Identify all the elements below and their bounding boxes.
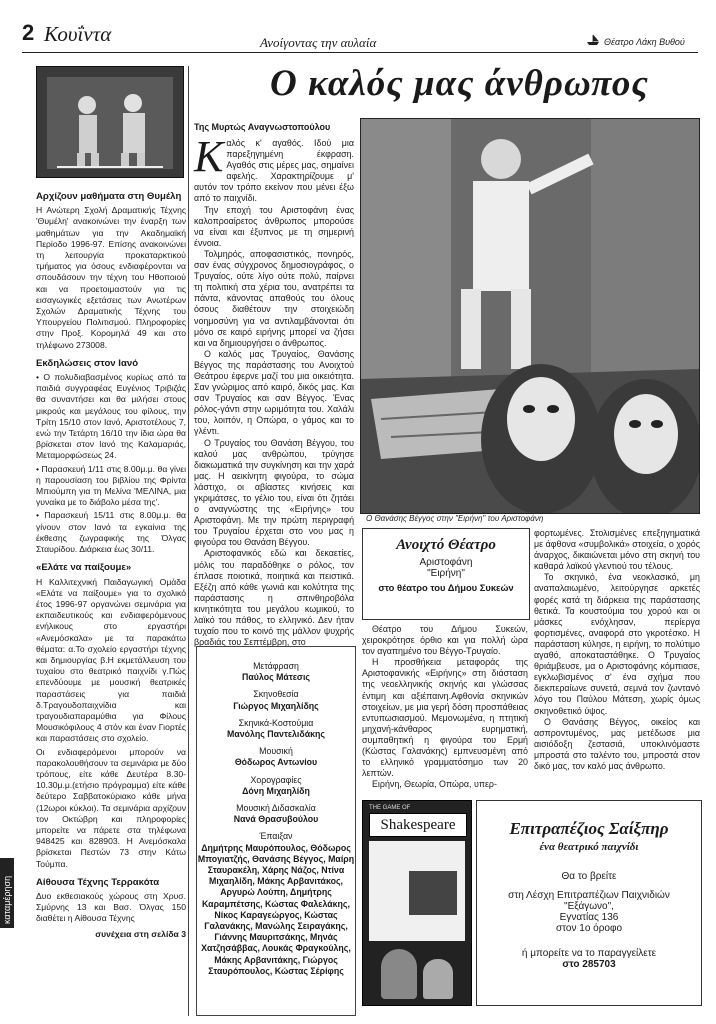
game-phone: στο 285703 <box>562 959 616 970</box>
article-paragraph-2: Την εποχή του Αριστοφάνη ένας καλοπροαίρετος άνθρωπος μπορούσε να είναι και έξυπνος με τη σημερινή έννοια. <box>194 204 354 248</box>
credit-name: Μανόλης Παντελιδάκης <box>227 729 325 740</box>
credit-name: Δόνη Μιχαηλίδη <box>242 785 310 796</box>
theatre-author: Αριστοφάνη <box>419 557 473 568</box>
review-paragraph: Η προσθήκεια μεταφοράς της Αριστοφανικής «Ειρήνης» στη διάσταση της νεοελληνικής σκηνής και γλώσσας έντιμη και αξιέπαινη.Αφθονία σκηνικών στοιχείων, με μια γερή δόση προσπάθειας εντυπωσιασμού. Μεμονωμένα, η πτητική μηχανή-κάνθαρος ευρηματική, συμπαθητική η φιγούρα του Ερμή (Κώστας Γαλανάκης) εμπνευσμένη από το ελληνικό γραμματόσημο των 20 λεπτών. <box>362 657 528 779</box>
magazine-logo: Κουΐντα <box>44 22 112 46</box>
credit-role: Σκηνοθεσία <box>253 689 299 700</box>
game-subtitle: ένα θεατρικό παιχνίδι <box>539 841 639 853</box>
review-column-3 <box>534 528 700 772</box>
byline: Της Μυρτώς Αναγνωστοπούλου <box>194 122 331 132</box>
item-text-terracotta: Δυο εκθεσιακούς χώρους στη Χρυσ. Σμύρνης 13 και Βασ. Όλγας 150 διαθέτει η Αίθουσα Τέχνης <box>36 890 186 924</box>
section-title: Ανοίγοντας την αυλαία <box>260 35 377 50</box>
game-order: ή μπορείτε να το παραγγείλετε <box>521 948 657 959</box>
bust-figure <box>381 949 417 999</box>
article-paragraph-5: Ο Τρυγαίος του Θανάση Βέγγου, του καλού μας ανθρώπου, τρύγησε διακωματικά την συγκίνηση και την χαρά μας. Η αεικίνητη φιγούρα, το σώμα λάστιχο, οι αβίαστες κινήσεις και γκριμάτσες, το γέλιο του, είναι ότι ζητάει ο αναγνώστης της «Ειρήνης» του Αριστοφάνη. Με την πρώτη περιγραφή του Τρυγαίου έρχεται στο νου μας η φιγούρα του Θανάση Βέγγου. <box>194 437 354 548</box>
side-tab <box>0 858 14 928</box>
theatre-venue: στο θέατρο του Δήμου Συκεών <box>378 582 514 593</box>
theatre-info-box <box>362 528 530 620</box>
item-text-ianos-2: • Παρασκευή 1/11 στις 8.00μ.μ. θα γίνει η παρουσίαση του βιβλίου της Φρίντα Μπιούμπη για τη Μελίνα 'ΜΕΛΙΝΑ, μια γυναίκα με το διάβολο μέσα της'. <box>36 463 186 508</box>
article-paragraph-1: αλός κ' αγαθός. Ιδού μια παρεξηγημένη έκφραση. Αγαθός στις μέρες μας, σημαίνει αφελής. Χαρακτηρίζουμε μ' αυτόν τον τρόπο εκείνον που μένει έξω από το παιχνίδι. <box>194 138 354 204</box>
left-sidebar <box>26 66 189 1016</box>
theatre-illustration <box>36 66 184 178</box>
review-paragraph: Ο Θανάσης Βέγγος, οικείος και ασπροντυμένος, μας μετέδωσε μια αισιόδοξη ζεστασιά, υποκλινόμαστε μπροστά στο ταλέντο του, μπροστά στον δικό μας, τον καλό μας άνθρωπο. <box>534 716 700 771</box>
header-right-text: Θέατρο Λάκη Βυθού <box>604 37 685 47</box>
article-paragraph-4: Ο καλός μας Τρυγαίος, Θανάσης Βέγγος της παράστασης του Ανοιχτού Θεάτρου έφερνε μαζί του μια οικειότητα. Σαν γνώριμος από καιρό, δικός μας. Και σαν Τρυγαίος και σαν Βέγγος. Ένας ρόλος-γάντι στην ωριμότητα του. Χαλάλι του, λοιπόν, η Οπώρα, ο γάμος και το γλέντι. <box>194 348 354 437</box>
drop-cap: Κ <box>194 132 224 181</box>
review-paragraph: φορτωμένες. Στολισμένες επεξηγηματικά με άφθονα «συμβολικά» στοιχεία, ο χορός άναρχος, δικαιώνεται μόνο στη σκηνή του καθαρά λαϊκού γλεντιού του τέλους. <box>534 528 700 572</box>
bust-figure-small <box>423 959 453 999</box>
game-find: Θα το βρείτε <box>561 871 617 882</box>
performance-photo <box>360 118 700 514</box>
item-text-thymeli: Η Ανώτερη Σχολή Δραματικής Τέχνης 'Θυμέλη' ανακοινώνει την έναρξη των μαθημάτων για την Ακαδημαϊκή Περίοδο 1996-97. Επίσης ανακοινώνει τη λειτουργία προκαταρκτικού τμήματος για όσους ενδιαφέρονται να σπουδάσουν την τέχνη του Ηθοποιού και να προετοιμαστούν για τις εισαγωγικές εξετάσεις των Ανωτέρων Σχολών Δραματικής Τέχνης του Υπουργείου Πολιτισμού. Πληροφορίες στην Προξ. Κορομηλά 49 και στο τηλέφωνο 273008. <box>36 205 186 350</box>
item-text-play-2: Οι ενδιαφερόμενοι μπορούν να παρακολουθήσουν τα σεμινάρια με δύο τρόπους, είτε κάθε Δευτέρα 8.30-10.30μ.μ.(ετήσιο πρόγραμμα) είτε κάθε δεύτερο Σαββατοκύριακο κάθε μήνα (12ωροι κύκλοι). Τα σεμινάρια αρχίζουν τον Οκτώβρη και πληροφορίες μπορείτε να πάρετε στα τηλέφωνα 948425 και 828903. Η Ανεμόσκαλα βρίσκεται Πεστών 73 στην Κάτω Τούμπα. <box>36 746 186 869</box>
game-info-box <box>476 800 702 1006</box>
theatre-play: "Ειρήνη" <box>427 568 465 579</box>
continued-note: συνέχεια στη σελίδα 3 <box>95 928 186 939</box>
article-paragraph-3: Τολμηρός, αποφασιστικός, πονηρός, σαν ένας σύγχρονος δημοσιογράφος, ο Τρυγαίος, ούτε λίγο ούτε πολύ, παίρνει τη πολιτική στα χέρια του, ανατρέπει τα πάντα, κάνοντας απαθούς του όλους όσους διαθέτουν την στοιχειώδη νοημοσύνη για να αντιλαμβάνονται ότι μόνο σε καιρό ειρήνης μπορεί να ζήσει και να δημιουργήσει ο άνθρωπος. <box>194 248 354 348</box>
game-place-name: "Εξάγωνο", <box>564 901 614 912</box>
game-title: Επιτραπέζιος Σαίξπηρ <box>509 819 669 838</box>
credit-role: Μετάφραση <box>253 661 299 671</box>
game-address-1: Εγνατίας 136 <box>559 912 619 923</box>
credit-role: Έπαιξαν <box>259 831 293 842</box>
credits-box <box>196 646 356 1016</box>
credit-cast: Δημήτρης Μαυρόπουλος, Θόδωρος Μπογιατζής, Θανάσης Βέγγος, Μαίρη Σταυρακέλη, Χάρης Νάζος, Ντίνα Μιχαηλίδη, Μάκης Αρβανιτάκος, Αργυρώ Λούπη, Δημήτρης Καραμπέτσης, Κώστας Φαλελάκης, Νίκος Καραγεώργος, Κώστας Γαλανάκης, Μανώλης Σειραγάκης, Γιάννης Μαυριτσάκης, Μηνάς Χατζησάββας, Λουκάς Φραγκούλης, Μάκης Αρβανιτάκης, Γιώργος Σταυρόπουλος, Κώστας Σέρίφης <box>197 842 355 976</box>
credit-name: Νανά Θρασυβούλου <box>233 814 319 825</box>
ship-icon <box>586 34 600 46</box>
review-paragraph: Ειρήνη, Θεωρία, Οπώρα, υπερ- <box>372 779 497 790</box>
review-paragraph: Θέατρο του Δήμου Συκεών, χειροκρότησε όρθιο και για πολλή ώρα τον αγαπημένο του Βέγγο-Τρυγαίο. <box>362 624 528 657</box>
game-label: THE GAME OF <box>369 805 411 811</box>
photo-caption: Ο Θανάσης Βέγγος στην "Ειρήνη" του Αριστοφάνη <box>366 514 544 523</box>
credit-role: Μουσική Διδασκαλία <box>236 803 316 814</box>
item-heading-ianos: Εκδηλώσεις στον Ιανό <box>36 357 139 369</box>
credit-role: Σκηνικά-Κοστούμια <box>238 717 314 728</box>
game-name: Shakespeare <box>369 813 467 837</box>
game-board <box>369 841 465 941</box>
article-paragraph-6: Αριστοφανικός εδώ και δεκαετίες, μόλις του παραδόθηκε ο ρόλος, τον έπλασε ποιοτικά, ποιητικά και πειστικά. Εξέζη από κάθε γωνιά και κολύτητα της παράστασης η σπινθηροβόλα κινητικότητα του μεγάλου κωμικού, το λαϊκό του πάθος, το ελληνικό. Δεν ήταν τυχαίο που το κοινό της μάλλον ψυχρής βραδιάς του Σεπτέμβρη, στο <box>194 548 354 648</box>
theatre-name: Ανοιχτό Θέατρο <box>396 537 496 553</box>
item-heading-thymeli: Αρχίζουν μαθήματα στη Θυμέλη <box>36 191 182 202</box>
side-tab-label: καταμέρηση <box>2 875 12 924</box>
game-address-2: στον 1ο όροφο <box>555 923 623 934</box>
credit-role: Μουσική <box>259 746 293 757</box>
item-text-play-1: Η Καλλιτεχνική Παιδαγωγική Ομάδα «Ελάτε να παίξουμε» για το σχολικό έτος 1996-97 οργανώνει σεμινάρια για εκπαιδευτικούς και ενδιαφερόμενους ενήλικους στο εργαστήρι «Ανεμόσκαλα» με τα παρακάτω θέματα: α.Το σχολείο εργαστήρι τέχνης και δημιουργίας β.Η εκμετάλλευση του τυχαίου στο θεατρικό παιχνίδι γ.Πώς επενδύουμε με μουσική θεατρικές παραστάσεις για παιδιά δ.Τραγουδοπαιχνίδια και τραγουδιαπαραμύθια για Φίλους Μουσικόφιλους 4 στόν και έναν Γιορτές και παραστάσεις στο σχολείο. <box>36 576 186 744</box>
shakespeare-game-image <box>362 800 472 1006</box>
credit-name: Θόδωρος Αντωνίου <box>234 757 318 768</box>
credit-name: Παύλος Μάτεσις <box>242 672 310 683</box>
item-text-ianos-3: • Παρασκευή 15/11 στις 8.00μ.μ. θα γίνουν στον Ιανό τα εγκαίνια της έκθεσης ζωγραφικής της Όλγας Σταυρίδου. Διάρκεια έως 30/11. <box>36 510 186 555</box>
item-heading-terracotta: Αίθουσα Τέχνης Τερρακότα <box>36 876 160 888</box>
review-column-2 <box>362 624 528 790</box>
board-panel <box>409 871 457 915</box>
item-text-ianos-1: • Ο πολυδιαβασμένος κυρίως από τα παιδιά συγγραφέας Ευγένιος Τριβιζάς θα συναντήσει και θα μιλήσει στους μικρούς και μεγάλους του φίλους, την Τρίτη 15/10 στον Ιανό, Αριστοτέλους 7, ενώ την Τετάρτη 16/10 την ίδια ώρα θα βρίσκεται στον Ιανό της Καλαμαριάς, Μεταμορφώσεως 24. <box>36 372 186 461</box>
photo-image <box>361 119 699 513</box>
header-rule <box>22 52 698 53</box>
article-title: Ο καλός μας άνθρωπος <box>270 63 649 104</box>
credit-role: Χορογραφίες <box>250 774 302 785</box>
item-heading-play: «Ελάτε να παίξουμε» <box>36 562 132 574</box>
page-number: 2 <box>22 20 35 45</box>
credit-name: Γιώργος Μιχαηλίδης <box>233 700 319 711</box>
game-place: στη Λέσχη Επιτραπέζιων Παιχνιδιών <box>508 890 670 901</box>
review-paragraph: Το σκηνικό, ένα νεοκλασικό, μη αναπαλαιωμένο, λειτούργησε αρκετές φορές κατά τη διάρκεια της παράστασης θετικά. Τα κουστούμια του χορού και οι μάσκες ενόχλησαν, περίεργα φορτισμένες, αναφορά στο γκροτέσκο. Η παράσταση κύλησε, η ειρήνη, το πολύτιμο αγαθό, αποκαταστάθηκε. Ο Τρυγαίος θριάμβευσε, μα ο Αριστοφάνης κόμπιασε, εγκλωβισμένος σ' ένα σχήμα που διεκπεραίωνε συνετά, σεμνά τον ζωντανό λόγο του Παύλου Μάτεση, χωρίς όμως σκηνοθετικό ύψος. <box>534 572 700 716</box>
article-body <box>194 132 354 648</box>
